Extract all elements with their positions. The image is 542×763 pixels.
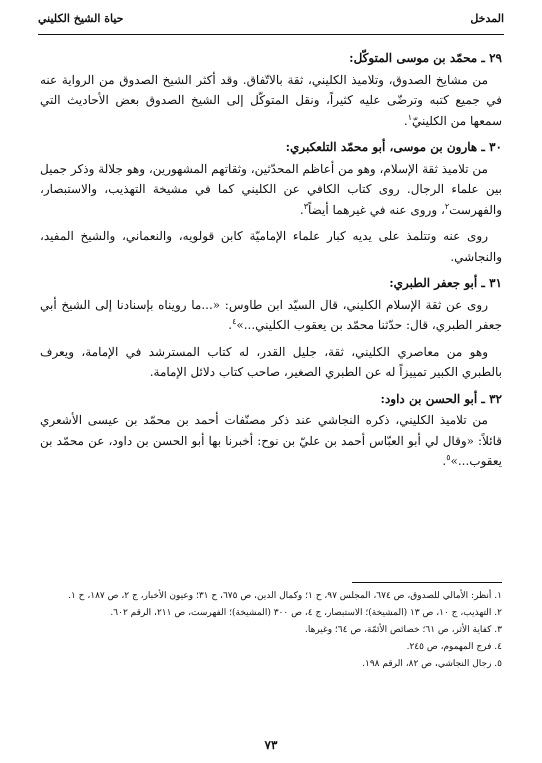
footnotes	[40, 588, 502, 673]
footnote-rule	[352, 582, 502, 583]
entry-32	[40, 389, 502, 472]
entry-31	[40, 273, 502, 383]
paragraph-text: روى عن ثقة الإسلام الكليني، قال السيّد ابن طاوس: «...ما رويناه بإسنادنا إلى الشيخ أبي جعفر الطبري، قال: حدّثنا محمّد بن يعقوب الكليني...»	[40, 297, 502, 332]
paragraph	[40, 226, 502, 267]
header-section-title: المدخل	[470, 12, 504, 25]
paragraph-text: من تلاميذ ثقة الإسلام، وهو من أعاظم المحدّثين، وثقاتهم المشهورين، وهو جلالة وذكر جميل بين علماء الرجال. روى كتاب الكافي عن الكليني كما في مشيخة التهذيب، والاستبصار، والفهرست	[40, 161, 502, 217]
entry-title: ٣٠ ـ هارون بن موسى، أبو محمّد التلعكبري:	[285, 140, 502, 154]
paragraph: روى عن ثقة الإسلام الكليني، قال السيّد ابن طاوس: «...ما رويناه بإسنادنا إلى الشيخ أبي جعفر الطبري، قال: حدّثنا محمّد بن يعقوب الكليني...»$^٤$.	[40, 297, 502, 332]
footnote-ref[interactable]: ٣	[303, 201, 308, 211]
paragraph-text: وهو من معاصري الكليني، ثقة، جليل القدر، له كتاب المسترشد في الإمامة، ويعرف بالطبري الكبير تمييزاً له عن الطبري الصغير، صاحب كتاب دلائل الإمامة.	[40, 344, 502, 379]
footnote-ref[interactable]: ١	[407, 112, 412, 122]
page-number: ٧٣	[264, 738, 278, 752]
footnote-ref[interactable]: ٥	[446, 453, 451, 462]
footnote-item: ١. أنظر: الأمالي للصدوق، ص ٦٧٤، المجلس ٩٧، ح ١؛ وكمال الدين، ص ٦٧٥، ح ٣١؛ وعيون الأخبار، ج ٢، ص ١٨٧، ح ١.	[68, 591, 502, 601]
paragraph-text: ، وروى عنه في غيرهما أيضاً	[307, 202, 445, 217]
paragraph: من تلاميذ الكليني، ذكره النجاشي عند ذكر مصنّفات أحمد بن محمّد بن عيسى الأشعري قائلاً: «وقال لي أبو العبّاس أحمد بن عليّ بن نوح: أخبرنا بها أبو الحسن بن داود، عن محمّد بن يعقوب...»$^٥$.	[40, 413, 502, 468]
footnote-item: ٤. فرج المهموم، ص ٢٤٥.	[406, 642, 502, 652]
footnote-item: ٢. التهذيب، ج ١٠، ص ١٣ (المشيخة)؛ الاستبصار، ج ٤، ص ٣٠٠ (المشيخة)؛ الفهرست، ص ٢١١، الرقم ٦٠٢.	[110, 608, 502, 618]
paragraph-text: روى عنه وتتلمذ على يديه كبار علماء الإماميّة كابن قولويه، والنعماني، والشيخ المفيد، والنجاشي.	[40, 229, 502, 264]
entry-title: ٢٩ ـ محمّد بن موسى المتوكّل:	[349, 51, 502, 65]
footnote-ref[interactable]: ٢	[444, 201, 450, 211]
entry-title: ٣٢ ـ أبو الحسن بن داود:	[380, 391, 502, 406]
page-body	[40, 44, 502, 478]
paragraph	[40, 342, 502, 383]
header-rule	[38, 34, 504, 35]
footnote-item: ٣. كفاية الأثر، ص ٦١؛ خصائص الأئمّة، ص ٦٤؛ وغيرها.	[304, 625, 502, 635]
entry-title: ٣١ ـ أبو جعفر الطبري:	[389, 276, 502, 290]
header-book-title: حياة الشيخ الكليني	[38, 12, 124, 25]
running-header	[38, 12, 504, 30]
paragraph-text: من مشايخ الصدوق، وتلاميذ الكليني، ثقة بالاتّفاق. وقد أكثر الشيخ الصدوق من الرواية عنه في جميع كتبه وترضّى عليه كثيراً، ونقل المتوكّل إلى الشيخ الصدوق بعض الأحاديث التي سمعها من الكلينيّ	[40, 72, 502, 128]
entry-30	[40, 137, 502, 267]
paragraph: من مشايخ الصدوق، وتلاميذ الكليني، ثقة بالاتّفاق. وقد أكثر الشيخ الصدوق من الرواية عنه في جميع كتبه وترضّى عليه كثيراً، ونقل المتوكّل إلى الشيخ الصدوق بعض الأحاديث التي سمعها من الكلينيّ$^١$.	[40, 72, 502, 128]
entry-29	[40, 48, 502, 131]
paragraph-text: من تلاميذ الكليني، ذكره النجاشي عند ذكر مصنّفات أحمد بن محمّد بن عيسى الأشعري قائلاً: «وقال لي أبو العبّاس أحمد بن عليّ بن نوح: أخبرنا بها أبو الحسن بن داود، عن محمّد بن يعقوب...»	[40, 413, 502, 468]
footnote-ref[interactable]: ٤	[232, 317, 237, 326]
paragraph: من تلاميذ ثقة الإسلام، وهو من أعاظم المحدّثين، وثقاتهم المشهورين، وهو جلالة وذكر جميل بين علماء الرجال. روى كتاب الكافي عن الكليني كما في مشيخة التهذيب، والاستبصار، والفهرست$^٢$، وروى عنه في غيرهما أيضاً$^٣$.	[40, 161, 502, 217]
footnote-item: ٥. رجال النجاشي، ص ٨٢، الرقم ١٩٨.	[362, 659, 502, 669]
